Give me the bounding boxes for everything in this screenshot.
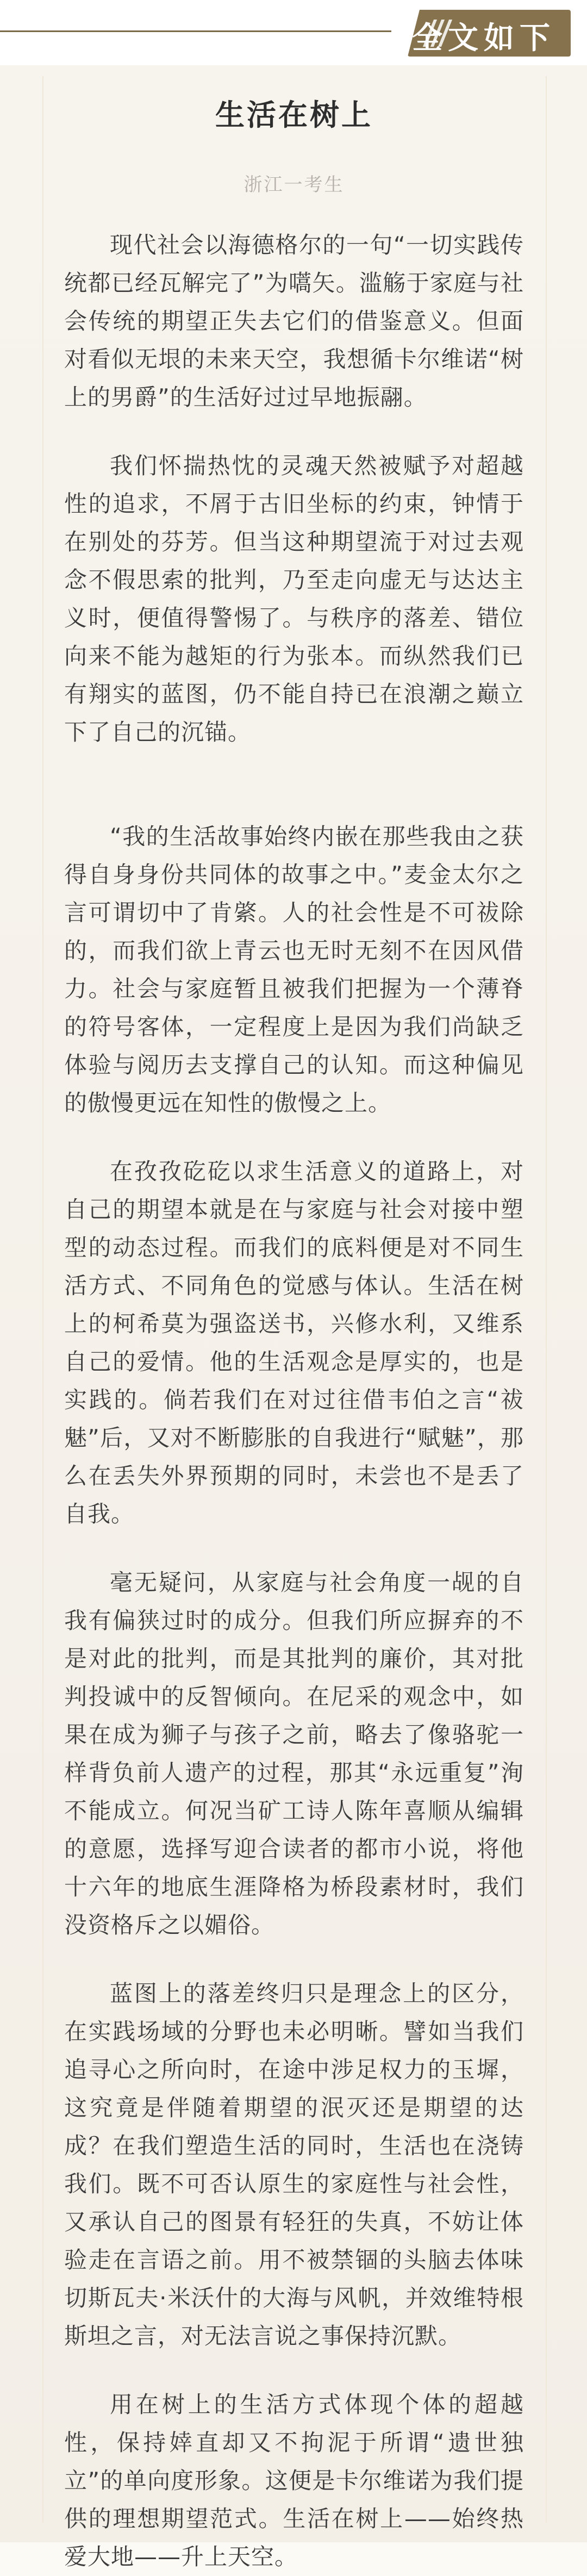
article-title: 生活在树上 xyxy=(215,98,373,132)
full-text-badge-label: 全文如下 xyxy=(412,21,555,56)
paragraph-1: 现代社会以海德格尔的一句“一切实践传统都已经瓦解完了”为嚆矢。滥觞于家庭与社会传统的期望正失去它们的借鉴意义。但面对看似无垠的未来天空，我想循卡尔维诺“树上的男爵”的生活好过过早地振翮。 xyxy=(64,232,524,410)
article-author: 浙江一考生 xyxy=(243,174,345,196)
paragraph-7: 用在树上的生活方式体现个体的超越性，保持婞直却又不拘泥于所谓“遗世独立”的单向度形象。这便是卡尔维诺为我们提供的理想期望范式。生活在树上——始终热爱大地——升上天空。 xyxy=(64,2391,524,2570)
paragraph-5: 毫无疑问，从家庭与社会角度一觇的自我有偏狭过时的成分。但我们所应摒弃的不是对此的批判，而是其批判的廉价，其对批判投诚中的反智倾向。在尼采的观念中，如果在成为狮子与孩子之前，略去了像骆驼一样背负前人遗产的过程，那其“永远重复”洵不能成立。何况当矿工诗人陈年喜顺从编辑的意愿，选择写迎合读者的都市小说，将他十六年的地底生涯降格为桥段素材时，我们没资格斥之以媚俗。 xyxy=(64,1569,524,1938)
paragraph-4: 在孜孜矻矻以求生活意义的道路上，对自己的期望本就是在与家庭与社会对接中塑型的动态过程。而我们的底料便是对不同生活方式、不同角色的觉感与体认。生活在树上的柯希莫为强盗送书，兴修水利，又维系自己的爱情。他的生活观念是厚实的，也是实践的。倘若我们在对过往借韦伯之言“祓魅”后，又对不断膨胀的自我进行“赋魅”，那么在丢失外界预期的同时，未尝也不是丢了自我。 xyxy=(64,1158,524,1527)
paragraph-3: “我的生活故事始终内嵌在那些我由之获得自身身份共同体的故事之中。”麦金太尔之言可谓切中了肯綮。人的社会性是不可祓除的，而我们欲上青云也无时无刻不在因风借力。社会与家庭暂且被我们把握为一个薄脊的符号客体，一定程度上是因为我们尚缺乏体验与阅历去支撑自己的认知。而这种偏见的傲慢更远在知性的傲慢之上。 xyxy=(64,823,524,1116)
paragraph-6: 蓝图上的落差终归只是理念上的区分，在实践场域的分野也未必明晰。譬如当我们追寻心之所向时，在途中涉足权力的玉墀，这究竟是伴随着期望的泯灭还是期望的达成？在我们塑造生活的同时，生活也在浇铸我们。既不可否认原生的家庭性与社会性，又承认自己的图景有轻狂的失真，不妨让体验走在言语之前。用不被禁锢的头脑去体味切斯瓦夫·米沃什的大海与风帆，并效维特根斯坦之言，对无法言说之事保持沉默。 xyxy=(64,1980,524,2349)
article xyxy=(64,96,524,2576)
header-divider xyxy=(0,30,391,32)
paragraph-2: 我们怀揣热忱的灵魂天然被赋予对超越性的追求，不屑于古旧坐标的约束，钟情于在别处的芬芳。但当这种期望流于对过去观念不假思索的批判，乃至走向虚无与达达主义时，便值得警惕了。与秩序的落差、错位向来不能为越矩的行为张本。而纵然我们已有翔实的蓝图，仍不能自持已在浪潮之巅立下了自己的沉锚。 xyxy=(64,452,524,745)
header-bar xyxy=(0,0,587,65)
